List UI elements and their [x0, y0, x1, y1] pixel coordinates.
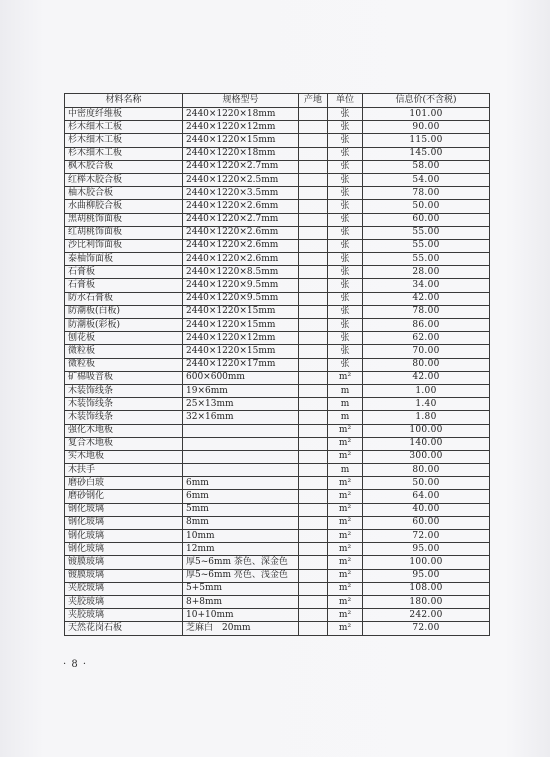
cell-origin	[299, 226, 328, 239]
cell-material-name: 强化木地板	[65, 424, 183, 437]
cell-price: 101.00	[363, 108, 490, 121]
cell-spec-model	[183, 464, 299, 477]
cell-unit: m	[328, 464, 363, 477]
cell-unit: 张	[328, 213, 363, 226]
cell-origin	[299, 121, 328, 134]
cell-origin	[299, 332, 328, 345]
cell-spec-model: 8+8mm	[183, 595, 299, 608]
cell-material-name: 杉木细木工板	[65, 134, 183, 147]
cell-unit: m²	[328, 503, 363, 516]
cell-origin	[299, 437, 328, 450]
cell-material-name: 沙比利饰面板	[65, 239, 183, 252]
cell-unit: 张	[328, 134, 363, 147]
table-row	[65, 424, 490, 437]
cell-spec-model: 8mm	[183, 516, 299, 529]
table-row	[65, 279, 490, 292]
cell-price: 100.00	[363, 556, 490, 569]
header-unit: 单位	[328, 94, 363, 108]
table-row	[65, 332, 490, 345]
cell-price: 78.00	[363, 305, 490, 318]
cell-unit: m	[328, 384, 363, 397]
cell-unit: 张	[328, 266, 363, 279]
price-table	[64, 93, 490, 636]
cell-price: 54.00	[363, 173, 490, 186]
cell-spec-model: 2440×1220×2.6mm	[183, 226, 299, 239]
cell-origin	[299, 358, 328, 371]
table-row	[65, 437, 490, 450]
cell-material-name: 红胡桃饰面板	[65, 226, 183, 239]
cell-spec-model: 厚5~6mm 亮色、浅金色	[183, 569, 299, 582]
cell-material-name: 防潮板(白板)	[65, 305, 183, 318]
cell-unit: m²	[328, 371, 363, 384]
cell-material-name: 刨花板	[65, 332, 183, 345]
table-row	[65, 121, 490, 134]
header-material-name: 材料名称	[65, 94, 183, 108]
cell-material-name: 夹胶玻璃	[65, 609, 183, 622]
cell-origin	[299, 345, 328, 358]
cell-origin	[299, 569, 328, 582]
cell-spec-model: 2440×1220×2.7mm	[183, 160, 299, 173]
header-info-price: 信息价(不含税)	[363, 94, 490, 108]
cell-material-name: 木装饰线条	[65, 411, 183, 424]
cell-material-name: 钢化玻璃	[65, 516, 183, 529]
cell-price: 55.00	[363, 226, 490, 239]
cell-spec-model: 2440×1220×2.6mm	[183, 239, 299, 252]
cell-origin	[299, 411, 328, 424]
table-row	[65, 160, 490, 173]
cell-price: 78.00	[363, 187, 490, 200]
header-spec-model: 规格型号	[183, 94, 299, 108]
cell-spec-model: 12mm	[183, 543, 299, 556]
cell-spec-model: 2440×1220×3.5mm	[183, 187, 299, 200]
cell-price: 95.00	[363, 569, 490, 582]
cell-material-name: 实木地板	[65, 450, 183, 463]
cell-origin	[299, 477, 328, 490]
cell-spec-model: 2440×1220×9.5mm	[183, 279, 299, 292]
cell-unit: 张	[328, 345, 363, 358]
table-row	[65, 477, 490, 490]
cell-spec-model: 2440×1220×12mm	[183, 121, 299, 134]
cell-unit: 张	[328, 121, 363, 134]
table-body	[65, 108, 490, 636]
cell-unit: m²	[328, 582, 363, 595]
table-row	[65, 609, 490, 622]
table-row	[65, 173, 490, 186]
cell-material-name: 杉木细木工板	[65, 147, 183, 160]
cell-origin	[299, 173, 328, 186]
cell-material-name: 磨砂白玻	[65, 477, 183, 490]
cell-unit: 张	[328, 332, 363, 345]
cell-origin	[299, 239, 328, 252]
table-row	[65, 305, 490, 318]
cell-origin	[299, 266, 328, 279]
cell-material-name: 红榉木胶合板	[65, 173, 183, 186]
cell-spec-model: 2440×1220×15mm	[183, 345, 299, 358]
cell-spec-model: 厚5~6mm 茶色、深金色	[183, 556, 299, 569]
cell-spec-model: 25×13mm	[183, 398, 299, 411]
cell-material-name: 石膏板	[65, 279, 183, 292]
cell-spec-model: 2440×1220×8.5mm	[183, 266, 299, 279]
cell-origin	[299, 490, 328, 503]
cell-material-name: 微粒板	[65, 345, 183, 358]
cell-unit: m²	[328, 477, 363, 490]
cell-price: 42.00	[363, 371, 490, 384]
cell-material-name: 石膏板	[65, 266, 183, 279]
table-row	[65, 384, 490, 397]
cell-origin	[299, 582, 328, 595]
cell-origin	[299, 279, 328, 292]
cell-material-name: 矿棉吸音板	[65, 371, 183, 384]
cell-unit: 张	[328, 147, 363, 160]
cell-origin	[299, 213, 328, 226]
table-row	[65, 490, 490, 503]
cell-material-name: 磨砂钢化	[65, 490, 183, 503]
cell-material-name: 钢化玻璃	[65, 530, 183, 543]
cell-unit: 张	[328, 292, 363, 305]
cell-unit: m	[328, 411, 363, 424]
cell-spec-model: 2440×1220×9.5mm	[183, 292, 299, 305]
cell-spec-model: 2440×1220×2.6mm	[183, 253, 299, 266]
cell-price: 180.00	[363, 595, 490, 608]
cell-price: 140.00	[363, 437, 490, 450]
cell-price: 100.00	[363, 424, 490, 437]
cell-material-name: 黑胡桃饰面板	[65, 213, 183, 226]
cell-price: 115.00	[363, 134, 490, 147]
cell-unit: 张	[328, 173, 363, 186]
cell-unit: 张	[328, 305, 363, 318]
cell-price: 72.00	[363, 530, 490, 543]
cell-origin	[299, 609, 328, 622]
cell-unit: m²	[328, 609, 363, 622]
cell-price: 300.00	[363, 450, 490, 463]
table-row	[65, 464, 490, 477]
cell-price: 34.00	[363, 279, 490, 292]
cell-origin	[299, 160, 328, 173]
table-row	[65, 582, 490, 595]
cell-origin	[299, 556, 328, 569]
cell-spec-model: 5+5mm	[183, 582, 299, 595]
cell-price: 1.80	[363, 411, 490, 424]
cell-spec-model: 2440×1220×18mm	[183, 147, 299, 160]
table-header-row	[65, 94, 490, 108]
cell-origin	[299, 384, 328, 397]
cell-spec-model	[183, 437, 299, 450]
cell-spec-model: 10+10mm	[183, 609, 299, 622]
cell-unit: 张	[328, 319, 363, 332]
cell-material-name: 泰柚饰面板	[65, 253, 183, 266]
cell-unit: 张	[328, 253, 363, 266]
cell-material-name: 夹胶玻璃	[65, 582, 183, 595]
cell-unit: 张	[328, 200, 363, 213]
cell-origin	[299, 595, 328, 608]
cell-material-name: 枫木胶合板	[65, 160, 183, 173]
cell-material-name: 木装饰线条	[65, 398, 183, 411]
table-row	[65, 200, 490, 213]
cell-material-name: 微粒板	[65, 358, 183, 371]
cell-unit: m²	[328, 530, 363, 543]
table-row	[65, 358, 490, 371]
cell-price: 50.00	[363, 477, 490, 490]
cell-spec-model: 2440×1220×2.7mm	[183, 213, 299, 226]
cell-material-name: 镀膜玻璃	[65, 556, 183, 569]
table-row	[65, 543, 490, 556]
table-row	[65, 622, 490, 635]
cell-spec-model: 2440×1220×2.6mm	[183, 200, 299, 213]
cell-origin	[299, 503, 328, 516]
cell-material-name: 防潮板(彩板)	[65, 319, 183, 332]
cell-price: 50.00	[363, 200, 490, 213]
table-row	[65, 450, 490, 463]
table-row	[65, 530, 490, 543]
cell-material-name: 水曲柳胶合板	[65, 200, 183, 213]
cell-spec-model	[183, 450, 299, 463]
cell-spec-model: 19×6mm	[183, 384, 299, 397]
cell-spec-model: 5mm	[183, 503, 299, 516]
cell-price: 80.00	[363, 358, 490, 371]
table-row	[65, 319, 490, 332]
cell-material-name: 杉木细木工板	[65, 121, 183, 134]
table-row	[65, 266, 490, 279]
cell-material-name: 木装饰线条	[65, 384, 183, 397]
cell-price: 80.00	[363, 464, 490, 477]
cell-spec-model: 2440×1220×17mm	[183, 358, 299, 371]
table-row	[65, 226, 490, 239]
cell-price: 70.00	[363, 345, 490, 358]
cell-unit: m²	[328, 556, 363, 569]
cell-unit: 张	[328, 279, 363, 292]
cell-spec-model: 32×16mm	[183, 411, 299, 424]
cell-material-name: 夹胶玻璃	[65, 595, 183, 608]
cell-material-name: 中密度纤维板	[65, 108, 183, 121]
cell-spec-model: 2440×1220×15mm	[183, 305, 299, 318]
cell-origin	[299, 292, 328, 305]
cell-spec-model	[183, 424, 299, 437]
cell-unit: 张	[328, 239, 363, 252]
cell-price: 242.00	[363, 609, 490, 622]
table-row	[65, 134, 490, 147]
cell-price: 86.00	[363, 319, 490, 332]
cell-origin	[299, 319, 328, 332]
table-row	[65, 398, 490, 411]
cell-spec-model: 2440×1220×12mm	[183, 332, 299, 345]
cell-unit: m²	[328, 543, 363, 556]
table-row	[65, 503, 490, 516]
cell-unit: 张	[328, 108, 363, 121]
cell-unit: m²	[328, 450, 363, 463]
cell-price: 64.00	[363, 490, 490, 503]
cell-origin	[299, 543, 328, 556]
table-row	[65, 595, 490, 608]
table-row	[65, 371, 490, 384]
cell-origin	[299, 450, 328, 463]
cell-spec-model: 6mm	[183, 490, 299, 503]
cell-origin	[299, 108, 328, 121]
cell-unit: m²	[328, 424, 363, 437]
cell-price: 90.00	[363, 121, 490, 134]
cell-origin	[299, 530, 328, 543]
cell-origin	[299, 253, 328, 266]
cell-unit: 张	[328, 160, 363, 173]
cell-origin	[299, 464, 328, 477]
cell-origin	[299, 371, 328, 384]
table-row	[65, 569, 490, 582]
cell-unit: m	[328, 398, 363, 411]
table-row	[65, 187, 490, 200]
cell-spec-model: 600×600mm	[183, 371, 299, 384]
cell-origin	[299, 424, 328, 437]
cell-material-name: 木扶手	[65, 464, 183, 477]
cell-material-name: 天然花岗石板	[65, 622, 183, 635]
cell-material-name: 复合木地板	[65, 437, 183, 450]
cell-material-name: 镀膜玻璃	[65, 569, 183, 582]
cell-origin	[299, 187, 328, 200]
cell-price: 62.00	[363, 332, 490, 345]
cell-price: 72.00	[363, 622, 490, 635]
table-row	[65, 411, 490, 424]
cell-price: 108.00	[363, 582, 490, 595]
table-row	[65, 516, 490, 529]
cell-price: 60.00	[363, 516, 490, 529]
cell-origin	[299, 147, 328, 160]
table-row	[65, 147, 490, 160]
cell-unit: m²	[328, 569, 363, 582]
header-origin: 产地	[299, 94, 328, 108]
table-row	[65, 292, 490, 305]
table-row	[65, 239, 490, 252]
cell-spec-model: 6mm	[183, 477, 299, 490]
cell-price: 55.00	[363, 253, 490, 266]
cell-price: 60.00	[363, 213, 490, 226]
cell-origin	[299, 305, 328, 318]
cell-material-name: 钢化玻璃	[65, 543, 183, 556]
cell-price: 145.00	[363, 147, 490, 160]
cell-origin	[299, 516, 328, 529]
cell-unit: m²	[328, 622, 363, 635]
cell-unit: m²	[328, 516, 363, 529]
table-row	[65, 213, 490, 226]
table-row	[65, 345, 490, 358]
cell-spec-model: 2440×1220×15mm	[183, 134, 299, 147]
cell-price: 42.00	[363, 292, 490, 305]
cell-price: 58.00	[363, 160, 490, 173]
cell-material-name: 柚木胶合板	[65, 187, 183, 200]
table-row	[65, 253, 490, 266]
cell-spec-model: 10mm	[183, 530, 299, 543]
cell-unit: m²	[328, 437, 363, 450]
cell-price: 95.00	[363, 543, 490, 556]
cell-spec-model: 2440×1220×2.5mm	[183, 173, 299, 186]
table-row	[65, 108, 490, 121]
cell-price: 1.40	[363, 398, 490, 411]
cell-unit: 张	[328, 358, 363, 371]
cell-unit: 张	[328, 226, 363, 239]
cell-origin	[299, 134, 328, 147]
cell-origin	[299, 622, 328, 635]
cell-unit: m²	[328, 490, 363, 503]
cell-origin	[299, 398, 328, 411]
cell-price: 1.00	[363, 384, 490, 397]
cell-price: 55.00	[363, 239, 490, 252]
cell-unit: 张	[328, 187, 363, 200]
table-row	[65, 556, 490, 569]
cell-origin	[299, 200, 328, 213]
cell-spec-model: 2440×1220×15mm	[183, 319, 299, 332]
cell-spec-model: 芝麻白 20mm	[183, 622, 299, 635]
page-number: · 8 ·	[63, 659, 88, 670]
cell-unit: m²	[328, 595, 363, 608]
cell-price: 40.00	[363, 503, 490, 516]
cell-material-name: 钢化玻璃	[65, 503, 183, 516]
cell-material-name: 防水石膏板	[65, 292, 183, 305]
cell-price: 28.00	[363, 266, 490, 279]
cell-spec-model: 2440×1220×18mm	[183, 108, 299, 121]
